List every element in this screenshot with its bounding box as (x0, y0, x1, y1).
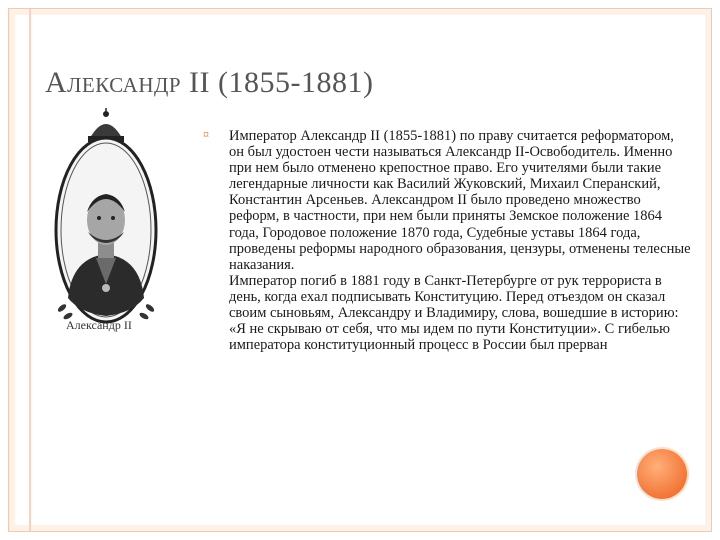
body-paragraph-2: Император погиб в 1881 году в Санкт-Петербурге от рук террориста в день, когда ехал подписывать Конституцию. Перед отъездом он сказал своим сыновьям, Александру и Владимиру, слова, вошедшие в историю: «Я не скрываю от себя, что мы идем по пути Конституции». С гибелью императора конституционный процесс в России был прерван (229, 272, 679, 354)
portrait-caption: Александр II (66, 318, 132, 332)
portrait-engraving (52, 108, 160, 340)
title-first-letter: А (45, 66, 68, 99)
title-small-caps: ЛЕКСАНДР (67, 73, 182, 97)
bullet-icon: ¤ (203, 127, 209, 141)
slide-title (45, 66, 373, 100)
decorative-orange-circle (637, 449, 687, 499)
body-paragraph-1: Император Александр II (1855-1881) по праву считается реформатором, он был удостоен чести называться Александр II-Освободитель. Именно при нем было отменено крепостное право. Его учителями были такие легендарные личности как Василий Жуковский, Михаил Сперанский, Константин Арсеньев. Александром II было проведено множество реформ, в частности, при нем были приняты Земское положение 1864 года, Городовое положение 1870 года, Судебные уставы 1864 года, проведены реформы народного образования, цензуры, отменены телесные наказания. (229, 128, 691, 273)
decorative-side-rule (29, 9, 31, 531)
slide-body-text (229, 128, 691, 353)
title-tail: II (1855-1881) (181, 66, 374, 99)
